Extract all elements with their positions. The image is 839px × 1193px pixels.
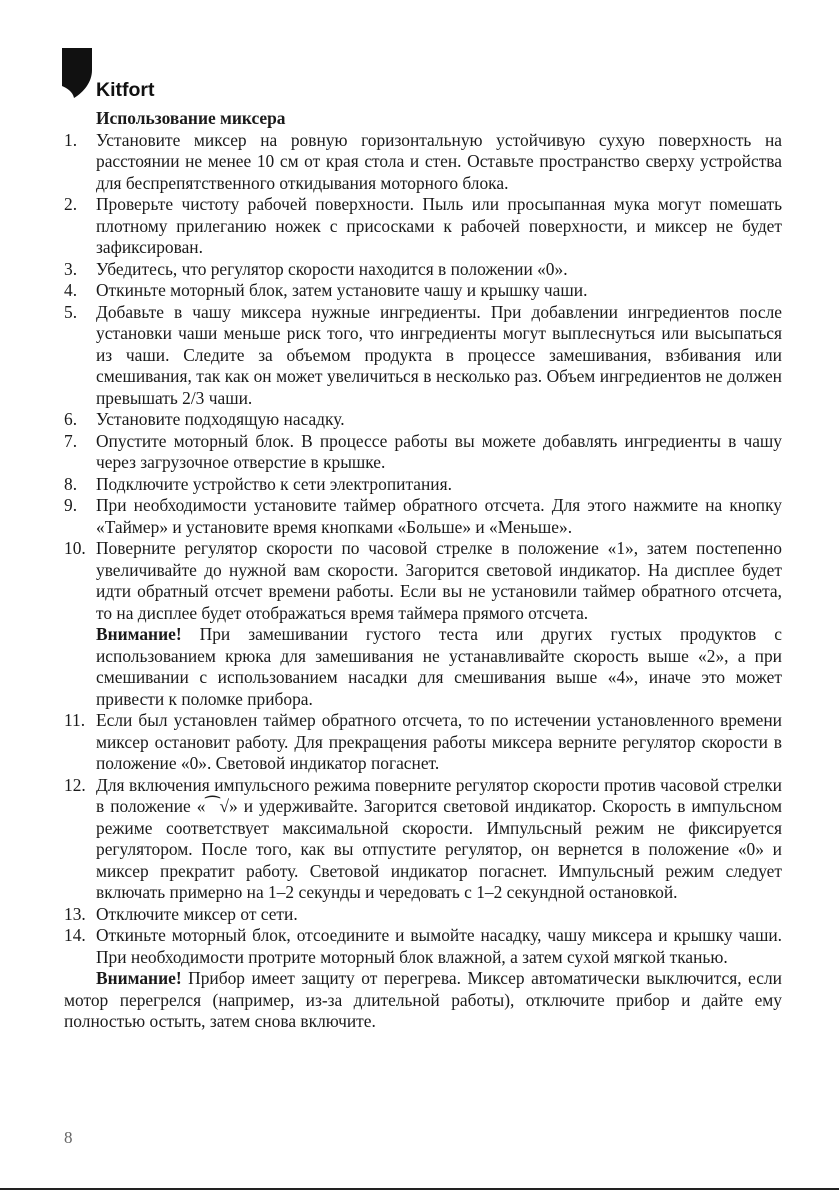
page-content xyxy=(64,108,782,1033)
step-number: 12. xyxy=(64,774,86,795)
step-text: При необходимости установите таймер обратного отсчета. Для этого нажмите на кнопку «Таймер» и установите время кнопками «Больше» и «Меньше». xyxy=(96,495,782,537)
step-text: Установите подходящую насадку. xyxy=(96,409,345,429)
attention-text: При замешивании густого теста или других густых продуктов с использованием крюка для замешивания не устанавливайте скорость выше «2», а при смешивании с использованием насадки для смешивания выше «4», иначе это может привести к поломке прибора. xyxy=(96,624,782,709)
list-item xyxy=(64,280,782,302)
step-text: Добавьте в чашу миксера нужные ингредиенты. При добавлении ингредиентов после установки чаши меньше риск того, что ингредиенты могут выплеснуться или высыпаться из чаши. Следите за объемом продукта в процессе замешивания, взбивания или смешивания, так как он может увеличиться в несколько раз. Объем ингредиентов не должен превышать 2/3 чаши. xyxy=(96,301,782,408)
list-item xyxy=(64,775,782,904)
step-number: 10. xyxy=(64,538,86,558)
section-title: Использование миксера xyxy=(96,108,286,128)
overheat-warning xyxy=(64,968,782,1033)
step-text: Отключите миксер от сети. xyxy=(96,903,298,924)
attention-label: Внимание! xyxy=(96,624,182,644)
step-text: Убедитесь, что регулятор скорости находится в положении «0». xyxy=(96,258,568,279)
step-number: 3. xyxy=(64,258,78,279)
step-number: 8. xyxy=(64,473,78,494)
step-number: 7. xyxy=(64,430,78,451)
step-number: 11. xyxy=(64,710,86,730)
list-item xyxy=(64,474,782,496)
step-text: Для включения импульсного режима поверните регулятор скорости против часовой стрелки в положение «⁀√» и удерживайте. Загорится световой индикатор. Скорость в импульсном режиме соответствует максимальной скорости. Импульсный режим не фиксируется регулятором. После того, как вы отпустите регулятор, он вернется в положение «0» и миксер прекратит работу. Световой индикатор погаснет. Импульсный режим следует включать примерно на 1–2 секунды и чередовать с 1–2 секундной остановкой. xyxy=(96,774,782,902)
list-item xyxy=(64,194,782,259)
step-number: 14. xyxy=(64,925,86,945)
warning-label: Внимание! xyxy=(96,968,182,988)
list-item xyxy=(64,710,782,775)
brand-name: Kitfort xyxy=(96,79,155,101)
list-item xyxy=(64,130,782,195)
kitfort-logo-mark-icon xyxy=(62,48,92,98)
page-bottom-rule xyxy=(0,1188,839,1190)
step-text: Установите миксер на ровную горизонтальную устойчивую сухую поверхность на расстоянии не менее 10 см от края стола и стен. Оставьте пространство сверху устройства для беспрепятственного откидывания моторного блока. xyxy=(96,129,782,193)
step-number: 6. xyxy=(64,409,78,429)
step-number: 9. xyxy=(64,495,78,515)
list-item xyxy=(64,431,782,474)
step-text: Проверьте чистоту рабочей поверхности. Пыль или просыпанная мука могут помешать плотному прилеганию ножек с присосками к рабочей поверхности, и миксер не будет зафиксирован. xyxy=(96,194,782,257)
attention-note xyxy=(96,624,782,710)
step-text: Откиньте моторный блок, отсоедините и вымойте насадку, чашу миксера и крышку чаши. При необходимости протрите моторный блок влажной, а затем сухой мягкой тканью. xyxy=(96,925,782,967)
list-item xyxy=(64,302,782,410)
list-item xyxy=(64,409,782,431)
step-text: Поверните регулятор скорости по часовой стрелке в положение «1», затем постепенно увеличивайте до нужной вам скорости. Загорится световой индикатор. На дисплее будет идти обратный отсчет времени работы. Если вы не установили таймер обратного отсчета, то на дисплее будет отображаться время таймера прямого отсчета. xyxy=(96,538,782,623)
list-item xyxy=(64,904,782,926)
list-item xyxy=(64,495,782,538)
step-number: 2. xyxy=(64,194,78,214)
instruction-list xyxy=(64,130,782,969)
step-text: Откиньте моторный блок, затем установите чашу и крышку чаши. xyxy=(96,280,588,300)
step-number: 5. xyxy=(64,301,78,322)
list-item xyxy=(64,925,782,968)
warning-text: Прибор имеет защиту от перегрева. Миксер автоматически выключится, если мотор перегрелся (например, из-за длительной работы), отключите прибор и дайте ему полностью остыть, затем снова включите. xyxy=(64,968,782,1031)
step-text: Опустите моторный блок. В процессе работы вы можете добавлять ингредиенты в чашу через загрузочное отверстие в крышке. xyxy=(96,430,782,472)
list-item xyxy=(64,259,782,281)
step-text: Подключите устройство к сети электропитания. xyxy=(96,473,452,494)
step-number: 4. xyxy=(64,280,78,300)
step-number: 1. xyxy=(64,129,78,150)
list-item xyxy=(64,538,782,710)
page-number: 8 xyxy=(64,1128,73,1147)
step-text: Если был установлен таймер обратного отсчета, то по истечении установленного времени миксер остановит работу. Для прекращения работы миксера верните регулятор скорости в положение «0». Световой индикатор погаснет. xyxy=(96,710,782,773)
step-number: 13. xyxy=(64,903,86,924)
